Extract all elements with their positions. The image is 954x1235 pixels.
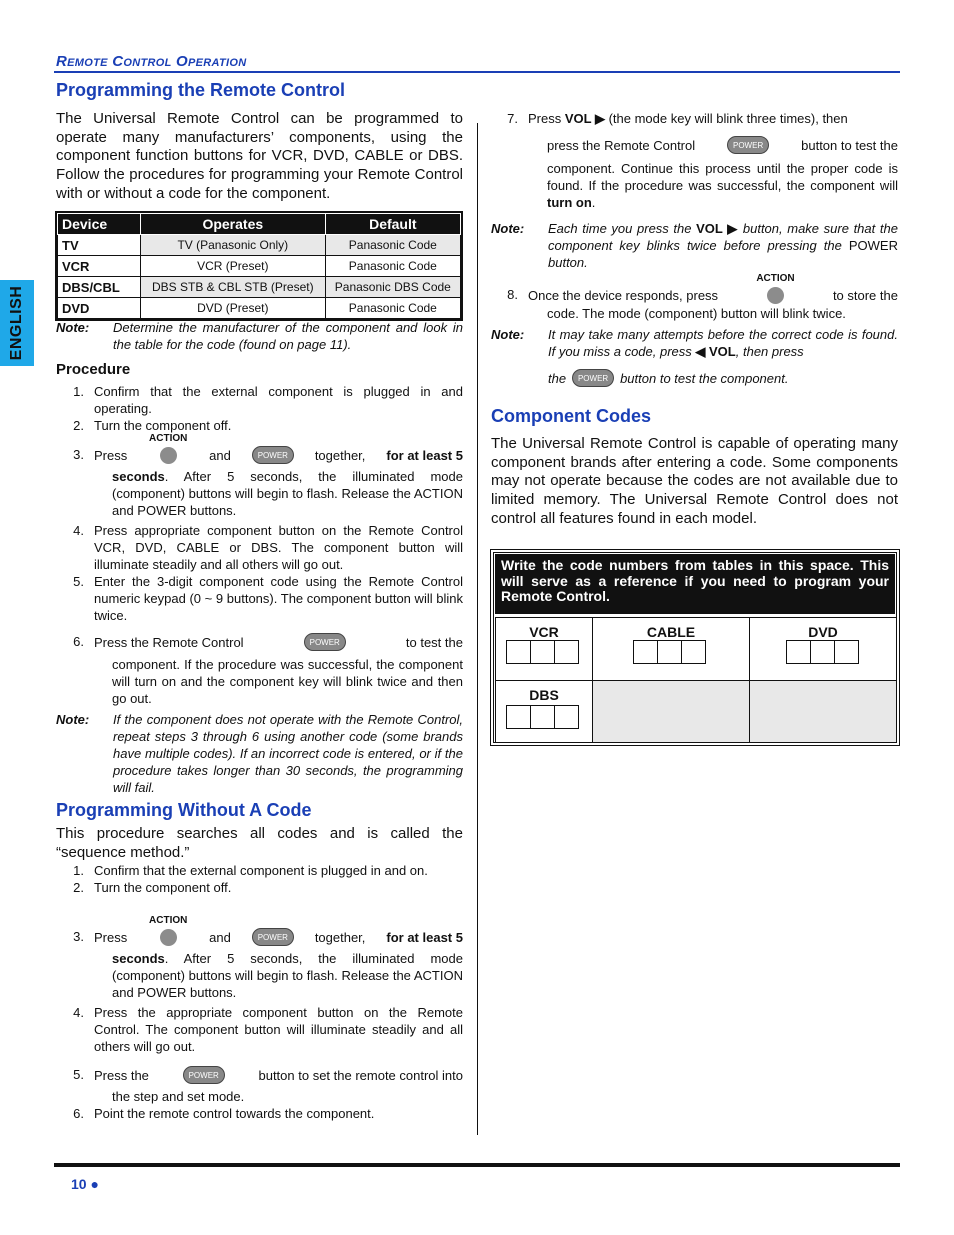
note-text: POWER [848, 238, 898, 253]
programming-title: Programming the Remote Control [56, 80, 346, 100]
procedure-list-b [62, 522, 463, 624]
step-text-bold: seconds [112, 951, 165, 967]
cable-code-boxes[interactable] [633, 640, 705, 664]
action-label: ACTION [149, 915, 188, 926]
step-text: Press appropriate component button on the Remote Control VCR, DVD, CABLE or DBS. The component button will illuminate steadily and all others will go out. [94, 523, 463, 572]
column-divider [477, 123, 478, 1135]
cell-operates: VCR (Preset) [141, 256, 326, 277]
cable-label: CABLE [646, 624, 696, 640]
codebox-heading: Write the code numbers from tables in this space. This will serve as a reference if you need to program your Remote Control. [495, 554, 895, 614]
power-button-icon: POWER [252, 446, 294, 464]
table-row [58, 298, 461, 319]
note-text: If the component does not operate with the Remote Control, repeat steps 3 through 6 using another code (some brands have multiple codes). If an incorrect code is entered, or if the procedure takes longer than 30 seconds, the programming will fail. [113, 712, 463, 795]
step-text: Press [94, 929, 128, 945]
step-text-bold: for at least 5 [386, 929, 463, 945]
step-text: together, [314, 447, 366, 463]
nocode-list-b [62, 1004, 463, 1055]
codes-title: Component Codes [491, 406, 651, 426]
step-text-bold: seconds [112, 469, 165, 485]
step-text: Press the appropriate component button on the Remote Control. The component button will illuminate steadily and all others will go out. [94, 1005, 463, 1054]
step-text: . After 5 seconds, the illuminated mode (component) buttons will begin to flash. Release the ACTION and POWER buttons. [112, 951, 463, 1001]
step-text-bold: for at least 5 [386, 447, 463, 463]
note-text: the [548, 370, 567, 386]
note-manufacturer [56, 319, 463, 353]
note-text: Each time you press the [548, 221, 692, 236]
step-7: 7. Press VOL ▶ (the mode key will blink three times), then press the Remote Control POWER button to test the component. Continue this process until the proper code is found. If the procedure was successful, the component will turn on. [507, 111, 898, 210]
language-tab [0, 280, 34, 366]
dbs-cell [495, 680, 593, 743]
note-label: Note: [491, 327, 525, 342]
power-button-icon: POWER [183, 1066, 225, 1084]
action-button [148, 433, 188, 464]
step-text: Press the Remote Control [94, 634, 244, 650]
step-text: . After 5 seconds, the illuminated mode (component) buttons will begin to flash. Release the ACTION and POWER buttons. [112, 469, 463, 519]
step-text: and [209, 447, 231, 463]
note-attempts [491, 326, 898, 360]
nocode-title: Programming Without A Code [56, 800, 312, 820]
step-text: to test the [405, 634, 463, 650]
vol-right-label: VOL ▶ [696, 221, 739, 236]
step-text: Confirm that the external component is plugged in and on. [94, 863, 428, 878]
footer-rule [54, 1163, 900, 1167]
header-rule [54, 71, 900, 73]
list-item: 5. Enter the 3-digit component code using the Remote Control numeric keypad (0 ~ 9 buttons). The component button will blink twice. [73, 574, 463, 623]
step-text: Press the [94, 1067, 149, 1083]
note-text: Determine the manufacturer of the component and look in the table for the code (found on page 11). [113, 320, 463, 352]
note-text: button to test the component. [620, 370, 789, 386]
note-label: Note: [56, 712, 90, 727]
step-text: Confirm that the external component is plugged in and operating. [94, 384, 463, 416]
step-text: Turn the component off. [94, 880, 232, 895]
note-text: button, make sure that the component key blinks twice before pressing the [548, 221, 898, 253]
list-item: 2. Turn the component off. [62, 417, 463, 434]
step-text: press the Remote Control [547, 137, 696, 153]
step-text-bold: turn on [547, 195, 592, 210]
th-operates: Operates [141, 214, 326, 235]
power-button-icon: POWER [252, 928, 294, 946]
cell-device: DVD [58, 298, 141, 319]
step-text: and [209, 929, 231, 945]
procedure-step-6: 6. Press the Remote Control POWER to test the component. If the procedure was successful, the component will turn on and the component key will blink twice and then go out. [62, 633, 463, 707]
step-text: Once the device responds, press [528, 287, 719, 303]
table-row [58, 277, 461, 298]
vcr-label: VCR [529, 624, 559, 640]
cell-device: TV [58, 235, 141, 256]
note-text: It may take many attempts before the correct code is found. If you miss a code, press [548, 327, 898, 359]
vcr-cell [495, 617, 593, 681]
nocode-step-3: 3. Press ACTION and POWER together, for at least 5 seconds. After 5 seconds, the illuminated mode (component) buttons will begin to flash. Release the ACTION and POWER buttons. [62, 928, 463, 1001]
dvd-label: DVD [808, 624, 838, 640]
table-row [58, 256, 461, 277]
action-label: ACTION [149, 433, 188, 444]
step-text: the step and set mode. [112, 1089, 245, 1104]
vol-right-label: VOL ▶ [564, 111, 605, 126]
step-8: 8. Once the device responds, press ACTION to store the code. The mode (component) button will blink twice. [496, 286, 898, 322]
empty-cell [592, 680, 750, 743]
list-item: 4. Press appropriate component button on the Remote Control VCR, DVD, CABLE or DBS. The component button will illuminate steadily and all others will go out. [73, 523, 463, 572]
note-blink [491, 220, 898, 271]
dbs-label: DBS [529, 687, 559, 703]
step-text: Press [94, 447, 128, 463]
step-text: Enter the 3-digit component code using the Remote Control numeric keypad (0 ~ 9 buttons). The component button will blink twice. [94, 574, 463, 623]
device-table [55, 211, 463, 321]
step-text: Turn the component off. [94, 418, 232, 433]
dvd-code-boxes[interactable] [786, 640, 858, 664]
th-device: Device [58, 214, 141, 235]
step-text: button to test the [801, 137, 898, 153]
list-item: 2. Turn the component off. [62, 879, 463, 896]
page-number: 10 ● [71, 1176, 99, 1192]
note-attempts-cont [548, 369, 788, 387]
codes-intro: The Universal Remote Control is capable of operating many component brands after entering a code. Some components may not operate because the codes are not available due to limited memory. The Universal Remote Control does not control all features found in each model. [491, 435, 898, 527]
intro-paragraph: The Universal Remote Control can be programmed to operate many manufacturers’ components, using the component function buttons for VCR, DVD, CABLE or DBS. Follow the procedures for programming your Remote Control with or without a code for the component. [56, 110, 463, 202]
procedure-title: Procedure [56, 361, 131, 378]
nocode-list [62, 862, 463, 896]
code-record-box [490, 549, 900, 746]
nocode-step-5: 5. Press the POWER button to set the remote control into the step and set mode. 6. Point the remote control towards the component. [62, 1066, 463, 1122]
note-label: Note: [491, 221, 525, 236]
step-text: code. The mode (component) button will blink twice. [547, 306, 846, 322]
procedure-list [62, 383, 463, 434]
power-button-icon: POWER [572, 369, 614, 387]
vol-left-label: ◀ VOL [695, 344, 736, 359]
step-text: together, [314, 929, 366, 945]
list-item: 6. Point the remote control towards the component. [62, 1105, 463, 1122]
th-default: Default [325, 214, 460, 235]
power-button-icon: POWER [727, 136, 769, 154]
note-failure [56, 711, 463, 796]
step-text: Press [528, 111, 562, 126]
step-text: component. Continue this process until the proper code is found. If the procedure was successful, the component will [547, 161, 898, 193]
empty-cell [749, 680, 897, 743]
vcr-code-boxes[interactable] [506, 640, 578, 664]
cell-operates: DVD (Preset) [141, 298, 326, 319]
section-header: Remote Control Operation [56, 53, 247, 70]
dbs-code-boxes[interactable] [506, 705, 578, 729]
nocode-intro: This procedure searches all codes and is called the “sequence method.” [56, 825, 463, 861]
list-item: 4. Press the appropriate component button on the Remote Control. The component button will illuminate steadily and all others will go out. [73, 1005, 463, 1054]
note-text: , then press [735, 344, 804, 359]
cell-operates: DBS STB & CBL STB (Preset) [141, 277, 326, 298]
cell-default: Panasonic DBS Code [325, 277, 460, 298]
cell-default: Panasonic Code [325, 235, 460, 256]
note-label: Note: [56, 320, 90, 335]
step-text: button to set the remote control into [258, 1067, 463, 1083]
step-text: to store the [832, 287, 898, 303]
cell-operates: TV (Panasonic Only) [141, 235, 326, 256]
procedure-step-3: 3. Press ACTION and POWER together, for at least 5 seconds. After 5 seconds, the illuminated mode (component) buttons will begin to flash. Release the ACTION and POWER buttons. [62, 446, 463, 519]
action-button [148, 915, 188, 946]
cell-device: VCR [58, 256, 141, 277]
step-text: Point the remote control towards the component. [94, 1106, 375, 1121]
dvd-cell [749, 617, 897, 681]
list-item: 1. Confirm that the external component is plugged in and operating. [73, 384, 463, 416]
action-button [756, 273, 796, 304]
language-tab-label: ENGLISH [8, 285, 25, 361]
list-item: 1. Confirm that the external component is plugged in and on. [62, 862, 463, 879]
table-row [58, 235, 461, 256]
cell-device: DBS/CBL [58, 277, 141, 298]
cell-default: Panasonic Code [325, 298, 460, 319]
cable-cell [592, 617, 750, 681]
action-label: ACTION [756, 273, 795, 284]
step-text: (the mode key will blink three times), then [608, 111, 848, 126]
power-button-icon: POWER [304, 633, 346, 651]
cell-default: Panasonic Code [325, 256, 460, 277]
step-text: component. If the procedure was successful, the component will turn on and the component key will blink twice and then go out. [112, 657, 463, 706]
note-text: button. [548, 255, 588, 270]
